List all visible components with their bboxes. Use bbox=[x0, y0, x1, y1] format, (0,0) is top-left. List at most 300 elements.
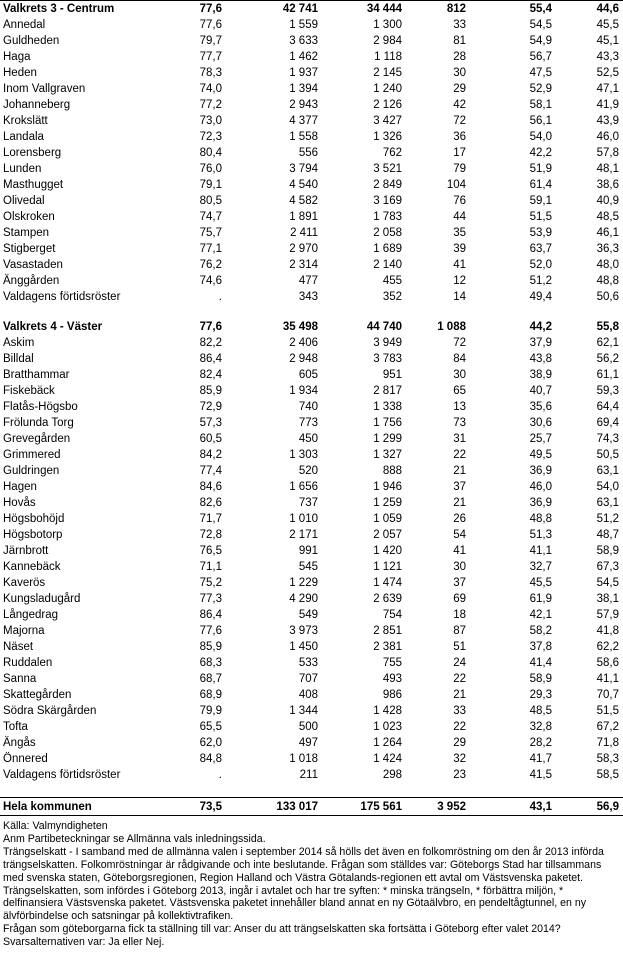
cell-turnout: . bbox=[218, 291, 222, 303]
cell-ja-pct: 56,7 bbox=[529, 51, 552, 63]
cell-ja-pct: 30,6 bbox=[529, 417, 552, 429]
cell-nej: 1 689 bbox=[373, 243, 402, 255]
cell-turnout: 77,7 bbox=[199, 51, 222, 63]
cell-name: Stigberget bbox=[3, 243, 56, 255]
cell-blank: 21 bbox=[453, 497, 466, 509]
cell-nej-pct: 41,8 bbox=[596, 625, 619, 637]
cell-nej-pct: 36,3 bbox=[596, 243, 619, 255]
cell-nej: 951 bbox=[382, 369, 402, 381]
table-row bbox=[0, 431, 623, 447]
cell-nej-pct: 62,2 bbox=[596, 641, 619, 653]
table-row bbox=[0, 273, 623, 289]
cell-blank: 69 bbox=[453, 593, 466, 605]
cell-ja: 533 bbox=[298, 657, 318, 669]
cell-nej-pct: 56,9 bbox=[556, 798, 623, 816]
cell-nej-pct: 57,8 bbox=[596, 147, 619, 159]
cell-nej-pct: 63,1 bbox=[596, 465, 619, 477]
cell-ja: 3 633 bbox=[289, 35, 318, 47]
cell-blank: 31 bbox=[453, 433, 466, 445]
table-row bbox=[0, 479, 623, 495]
spacer-row bbox=[0, 305, 623, 319]
cell-nej: 1 424 bbox=[373, 753, 402, 765]
cell-ja-pct: 51,5 bbox=[529, 211, 552, 223]
cell-turnout: 82,4 bbox=[199, 369, 222, 381]
cell-ja-pct: 41,1 bbox=[529, 545, 552, 557]
cell-ja: 1 934 bbox=[289, 385, 318, 397]
cell-ja: 1 010 bbox=[289, 513, 318, 525]
cell-nej: 1 264 bbox=[373, 737, 402, 749]
cell-nej: 2 145 bbox=[373, 67, 402, 79]
cell-nej-pct: 50,5 bbox=[596, 449, 619, 461]
cell-ja-pct: 44,2 bbox=[529, 321, 552, 333]
cell-name: Majorna bbox=[3, 625, 45, 637]
cell-name: Hovås bbox=[3, 497, 36, 509]
table-row bbox=[0, 447, 623, 463]
cell-ja: 1 558 bbox=[289, 131, 318, 143]
cell-ja: 500 bbox=[298, 721, 318, 733]
cell-blank: 37 bbox=[453, 481, 466, 493]
cell-blank: 12 bbox=[453, 275, 466, 287]
table-row bbox=[0, 193, 623, 209]
referendum-question-note: Frågan som göteborgarna fick ta ställning till var: Anser du att trängselskatten ska fortsätta i Göteborg efter valet 2014? Svarsalternativen var: Ja eller Nej. bbox=[3, 923, 561, 949]
cell-ja: 408 bbox=[298, 689, 318, 701]
cell-nej: 754 bbox=[382, 609, 402, 621]
cell-ja: 3 973 bbox=[289, 625, 318, 637]
cell-blank: 23 bbox=[453, 769, 466, 781]
cell-nej-pct: 51,2 bbox=[596, 513, 619, 525]
cell-turnout: 68,9 bbox=[199, 689, 222, 701]
cell-ja: 133 017 bbox=[226, 798, 322, 816]
cell-name: Valdagens förtidsröster bbox=[3, 769, 121, 781]
cell-turnout: 80,5 bbox=[199, 195, 222, 207]
table-row bbox=[0, 511, 623, 527]
cell-nej: 1 023 bbox=[373, 721, 402, 733]
cell-name: Järnbrott bbox=[3, 545, 49, 557]
cell-nej-pct: 54,5 bbox=[596, 577, 619, 589]
table-row bbox=[0, 241, 623, 257]
cell-turnout: 77,1 bbox=[199, 243, 222, 255]
cell-ja-pct: 61,4 bbox=[529, 179, 552, 191]
cell-nej-pct: 51,5 bbox=[596, 705, 619, 717]
results-table-body bbox=[0, 1, 623, 816]
table-row bbox=[0, 639, 623, 655]
cell-name: Skattegården bbox=[3, 689, 72, 701]
cell-turnout: 85,9 bbox=[199, 641, 222, 653]
cell-name: Johanneberg bbox=[3, 99, 71, 111]
cell-ja: 2 970 bbox=[289, 243, 318, 255]
cell-nej: 1 420 bbox=[373, 545, 402, 557]
cell-blank: 84 bbox=[453, 353, 466, 365]
table-row bbox=[0, 607, 623, 623]
cell-ja-pct: 43,8 bbox=[529, 353, 552, 365]
cell-nej-pct: 38,6 bbox=[596, 179, 619, 191]
cell-ja-pct: 54,0 bbox=[529, 131, 552, 143]
cell-turnout: 78,3 bbox=[199, 67, 222, 79]
cell-blank: 41 bbox=[453, 545, 466, 557]
cell-nej-pct: 38,1 bbox=[596, 593, 619, 605]
spacer-cell bbox=[0, 305, 623, 319]
spacer-row bbox=[0, 783, 623, 798]
cell-ja-pct: 61,9 bbox=[529, 593, 552, 605]
cell-name: Södra Skärgården bbox=[3, 705, 97, 717]
cell-name: Masthugget bbox=[3, 179, 64, 191]
cell-nej: 1 118 bbox=[374, 51, 402, 63]
cell-nej: 755 bbox=[382, 657, 402, 669]
table-row bbox=[0, 351, 623, 367]
cell-turnout: 77,4 bbox=[199, 465, 222, 477]
cell-ja-pct: 28,2 bbox=[529, 737, 552, 749]
cell-name: Olskroken bbox=[3, 211, 55, 223]
cell-ja-pct: 58,1 bbox=[529, 99, 552, 111]
cell-ja-pct: 42,2 bbox=[529, 147, 552, 159]
cell-ja: 2 943 bbox=[289, 99, 318, 111]
cell-nej: 1 338 bbox=[373, 401, 402, 413]
cell-nej-pct: 63,1 bbox=[596, 497, 619, 509]
table-row bbox=[0, 257, 623, 273]
cell-name: Flatås-Högsbo bbox=[3, 401, 78, 413]
cell-ja: 450 bbox=[298, 433, 318, 445]
cell-turnout: 74,6 bbox=[199, 275, 222, 287]
cell-ja-pct: 37,8 bbox=[529, 641, 552, 653]
cell-nej: 1 783 bbox=[373, 211, 402, 223]
cell-name: Sanna bbox=[3, 673, 37, 685]
cell-blank: 72 bbox=[453, 115, 466, 127]
cell-blank: 22 bbox=[453, 673, 466, 685]
cell-ja: 1 394 bbox=[289, 83, 318, 95]
cell-ja: 707 bbox=[298, 673, 318, 685]
cell-turnout: 86,4 bbox=[199, 353, 222, 365]
cell-name: Askim bbox=[3, 337, 35, 349]
table-row bbox=[0, 735, 623, 751]
cell-ja: 1 656 bbox=[289, 481, 318, 493]
cell-nej: 2 126 bbox=[373, 99, 402, 111]
cell-nej-pct: 57,9 bbox=[596, 609, 619, 621]
cell-nej-pct: 67,3 bbox=[596, 561, 619, 573]
cell-turnout: 62,0 bbox=[199, 737, 222, 749]
table-row bbox=[0, 81, 623, 97]
cell-ja: 773 bbox=[298, 417, 318, 429]
cell-nej: 34 444 bbox=[322, 1, 406, 18]
cell-nej: 1 428 bbox=[373, 705, 402, 717]
cell-nej: 2 058 bbox=[373, 227, 402, 239]
cell-turnout: 84,6 bbox=[199, 481, 222, 493]
cell-name: Valkrets 3 - Centrum bbox=[0, 1, 172, 18]
cell-blank: 33 bbox=[453, 705, 466, 717]
cell-nej-pct: 41,9 bbox=[596, 99, 619, 111]
cell-nej: 888 bbox=[382, 465, 402, 477]
cell-ja-pct: 49,4 bbox=[529, 291, 552, 303]
cell-ja-pct: 40,7 bbox=[529, 385, 552, 397]
cell-nej-pct: 61,1 bbox=[596, 369, 619, 381]
cell-ja-pct: 56,1 bbox=[529, 115, 552, 127]
table-row bbox=[0, 719, 623, 735]
table-row bbox=[0, 129, 623, 145]
cell-turnout: 71,1 bbox=[199, 561, 222, 573]
cell-nej-pct: 67,2 bbox=[596, 721, 619, 733]
cell-ja: 1 937 bbox=[289, 67, 318, 79]
cell-blank: 51 bbox=[453, 641, 466, 653]
cell-name: Olivedal bbox=[3, 195, 45, 207]
cell-ja: 2 948 bbox=[289, 353, 318, 365]
cell-turnout: 85,9 bbox=[199, 385, 222, 397]
cell-ja: 1 559 bbox=[289, 19, 318, 31]
table-row bbox=[0, 33, 623, 49]
cell-nej-pct: 43,3 bbox=[596, 51, 619, 63]
cell-ja: 737 bbox=[298, 497, 318, 509]
cell-ja-pct: 32,8 bbox=[529, 721, 552, 733]
cell-turnout: 84,2 bbox=[199, 449, 222, 461]
cell-blank: 54 bbox=[453, 529, 466, 541]
table-row bbox=[0, 335, 623, 351]
cell-name: Fiskebäck bbox=[3, 385, 55, 397]
cell-ja: 1 229 bbox=[289, 577, 318, 589]
cell-nej: 2 639 bbox=[373, 593, 402, 605]
cell-ja-pct: 51,3 bbox=[529, 529, 552, 541]
cell-name: Ängås bbox=[3, 737, 36, 749]
cell-ja-pct: 54,9 bbox=[529, 35, 552, 47]
cell-nej: 2 849 bbox=[373, 179, 402, 191]
cell-blank: 28 bbox=[453, 51, 466, 63]
cell-ja: 991 bbox=[298, 545, 318, 557]
cell-ja-pct: 63,7 bbox=[529, 243, 552, 255]
cell-blank: 41 bbox=[453, 259, 466, 271]
cell-blank: 72 bbox=[453, 337, 466, 349]
cell-name: Ruddalen bbox=[3, 657, 53, 669]
cell-blank: 812 bbox=[406, 1, 470, 18]
cell-nej-pct: 40,9 bbox=[596, 195, 619, 207]
cell-ja: 1 344 bbox=[289, 705, 318, 717]
cell-nej-pct: 46,0 bbox=[596, 131, 619, 143]
cell-name: Krokslätt bbox=[3, 115, 48, 127]
cell-turnout: 68,7 bbox=[199, 673, 222, 685]
cell-ja: 35 498 bbox=[282, 321, 318, 333]
cell-name: Näset bbox=[3, 641, 34, 653]
cell-blank: 35 bbox=[453, 227, 466, 239]
cell-name: Valdagens förtidsröster bbox=[3, 291, 121, 303]
cell-nej-pct: 55,8 bbox=[596, 321, 619, 333]
table-row bbox=[0, 367, 623, 383]
cell-ja-pct: 41,7 bbox=[529, 753, 552, 765]
cell-turnout: 75,7 bbox=[199, 227, 222, 239]
cell-nej: 175 561 bbox=[322, 798, 406, 816]
cell-blank: 14 bbox=[453, 291, 466, 303]
cell-ja: 497 bbox=[298, 737, 318, 749]
table-row bbox=[0, 687, 623, 703]
table-row bbox=[0, 399, 623, 415]
cell-name: Högsbotorp bbox=[3, 529, 63, 541]
cell-name: Tofta bbox=[3, 721, 28, 733]
cell-name: Lunden bbox=[3, 163, 42, 175]
cell-nej: 3 521 bbox=[373, 163, 402, 175]
congestion-tax-note: Trängselskatt - I samband med de allmänna valen i september 2014 så hölls det även en folkomröstning om den år 2013 införda trängselskatten. Folkomröstningar är rådgivande och inte beslutande. Frågan som ställdes var: Göteborgs Stad har tillsammans med svenska staten, Göteborgsregionen, Region Halland och Västra Götalands-regionen ett avtal om Västsvenska paketet. Trängselskatten, som infördes i Göteborg 2013, ingår i avtalet och har tre syften: * minska trängseln, * förbättra miljön, * delfinansiera Västsvenska paketet. Västsvenska paketet innehåller bland annat en ny Götaälvbro, en pendeltågtunnel, en ny älvförbindelse och satsningar på kollektivtrafiken. bbox=[3, 845, 604, 923]
table-row bbox=[0, 655, 623, 671]
table-row bbox=[0, 17, 623, 33]
cell-name: Grevegården bbox=[3, 433, 71, 445]
cell-name: Kaverös bbox=[3, 577, 46, 589]
cell-name: Frölunda Torg bbox=[3, 417, 74, 429]
table-row bbox=[0, 767, 623, 783]
cell-turnout: 84,8 bbox=[199, 753, 222, 765]
cell-ja: 343 bbox=[298, 291, 318, 303]
cell-name: Stampen bbox=[3, 227, 50, 239]
cell-ja-pct: 58,9 bbox=[529, 673, 552, 685]
cell-nej-pct: 45,1 bbox=[596, 35, 619, 47]
cell-ja: 211 bbox=[299, 769, 318, 781]
cell-blank: 81 bbox=[453, 35, 466, 47]
cell-ja-pct: 43,1 bbox=[470, 798, 556, 816]
cell-blank: 73 bbox=[453, 417, 466, 429]
cell-nej: 1 474 bbox=[373, 577, 402, 589]
cell-nej-pct: 48,5 bbox=[596, 211, 619, 223]
table-row bbox=[0, 383, 623, 399]
cell-name: Grimmered bbox=[3, 449, 61, 461]
cell-ja-pct: 53,9 bbox=[529, 227, 552, 239]
cell-nej-pct: 62,1 bbox=[596, 337, 619, 349]
cell-nej: 2 057 bbox=[373, 529, 402, 541]
cell-nej: 455 bbox=[382, 275, 402, 287]
cell-blank: 29 bbox=[453, 737, 466, 749]
cell-ja-pct: 58,2 bbox=[529, 625, 552, 637]
cell-nej: 2 140 bbox=[373, 259, 402, 271]
cell-name: Annedal bbox=[3, 19, 46, 31]
cell-nej-pct: 52,5 bbox=[596, 67, 619, 79]
cell-turnout: 76,2 bbox=[199, 259, 222, 271]
cell-ja-pct: 38,9 bbox=[529, 369, 552, 381]
cell-ja-pct: 42,1 bbox=[529, 609, 552, 621]
cell-name: Guldheden bbox=[3, 35, 60, 47]
cell-blank: 30 bbox=[453, 67, 466, 79]
cell-ja-pct: 51,9 bbox=[529, 163, 552, 175]
cell-turnout: 73,5 bbox=[172, 798, 226, 816]
cell-turnout: 72,9 bbox=[199, 401, 222, 413]
cell-nej: 3 169 bbox=[373, 195, 402, 207]
cell-nej-pct: 64,4 bbox=[596, 401, 619, 413]
cell-nej: 1 326 bbox=[373, 131, 402, 143]
cell-name: Valkrets 4 - Väster bbox=[3, 321, 103, 333]
cell-ja-pct: 55,4 bbox=[470, 1, 556, 18]
table-row bbox=[0, 671, 623, 687]
cell-ja-pct: 29,3 bbox=[529, 689, 552, 701]
cell-ja: 4 582 bbox=[289, 195, 318, 207]
cell-ja-pct: 47,5 bbox=[529, 67, 552, 79]
table-row bbox=[0, 289, 623, 305]
cell-ja: 4 540 bbox=[289, 179, 318, 191]
cell-nej: 1 259 bbox=[373, 497, 402, 509]
cell-nej: 762 bbox=[382, 147, 402, 159]
cell-nej-pct: 46,1 bbox=[596, 227, 619, 239]
cell-ja: 549 bbox=[298, 609, 318, 621]
cell-ja-pct: 35,6 bbox=[529, 401, 552, 413]
cell-nej: 2 817 bbox=[373, 385, 402, 397]
table-row bbox=[0, 65, 623, 81]
cell-nej-pct: 74,3 bbox=[596, 433, 619, 445]
cell-turnout: 75,2 bbox=[199, 577, 222, 589]
cell-ja-pct: 36,9 bbox=[529, 465, 552, 477]
cell-turnout: 77,2 bbox=[199, 99, 222, 111]
cell-turnout: 86,4 bbox=[199, 609, 222, 621]
table-row bbox=[0, 463, 623, 479]
table-row bbox=[0, 225, 623, 241]
remark-note: Anm Partibeteckningar se Allmänna vals inledningssida. bbox=[3, 832, 266, 845]
cell-ja-pct: 51,2 bbox=[529, 275, 552, 287]
table-row bbox=[0, 97, 623, 113]
cell-blank: 21 bbox=[453, 465, 466, 477]
cell-turnout: 60,5 bbox=[199, 433, 222, 445]
table-row bbox=[0, 543, 623, 559]
cell-ja-pct: 45,5 bbox=[529, 577, 552, 589]
total-row bbox=[0, 798, 623, 816]
cell-ja-pct: 41,4 bbox=[529, 657, 552, 669]
cell-ja-pct: 46,0 bbox=[529, 481, 552, 493]
cell-name: Högsbohöjd bbox=[3, 513, 65, 525]
table-row bbox=[0, 415, 623, 431]
cell-nej-pct: 48,0 bbox=[596, 259, 619, 271]
cell-name: Långedrag bbox=[3, 609, 58, 621]
cell-name: Änggården bbox=[3, 275, 60, 287]
cell-ja: 2 314 bbox=[289, 259, 318, 271]
cell-nej-pct: 48,7 bbox=[596, 529, 619, 541]
cell-blank: 65 bbox=[453, 385, 466, 397]
cell-ja: 520 bbox=[298, 465, 318, 477]
cell-ja: 1 462 bbox=[289, 51, 318, 63]
cell-ja-pct: 48,8 bbox=[529, 513, 552, 525]
cell-nej: 3 949 bbox=[373, 337, 402, 349]
cell-nej-pct: 48,8 bbox=[596, 275, 619, 287]
cell-blank: 29 bbox=[453, 83, 466, 95]
cell-ja-pct: 25,7 bbox=[529, 433, 552, 445]
cell-name: Inom Vallgraven bbox=[3, 83, 86, 95]
cell-ja-pct: 52,0 bbox=[529, 259, 552, 271]
source-note: Källa: Valmyndigheten bbox=[3, 820, 108, 832]
cell-nej-pct: 69,4 bbox=[596, 417, 619, 429]
cell-ja-pct: 41,5 bbox=[529, 769, 552, 781]
cell-blank: 26 bbox=[453, 513, 466, 525]
table-row bbox=[0, 177, 623, 193]
cell-nej-pct: 43,9 bbox=[596, 115, 619, 127]
cell-turnout: 79,9 bbox=[199, 705, 222, 717]
cell-ja-pct: 52,9 bbox=[529, 83, 552, 95]
table-row bbox=[0, 559, 623, 575]
cell-nej: 1 946 bbox=[373, 481, 402, 493]
cell-blank: 36 bbox=[453, 131, 466, 143]
cell-blank: 32 bbox=[453, 753, 466, 765]
cell-ja-pct: 48,5 bbox=[529, 705, 552, 717]
cell-nej: 1 121 bbox=[373, 561, 402, 573]
cell-nej: 1 059 bbox=[373, 513, 402, 525]
cell-turnout: 71,7 bbox=[199, 513, 222, 525]
table-row bbox=[0, 49, 623, 65]
table-row bbox=[0, 113, 623, 129]
cell-turnout: 73,0 bbox=[199, 115, 222, 127]
cell-nej-pct: 58,9 bbox=[596, 545, 619, 557]
cell-turnout: 79,1 bbox=[199, 179, 222, 191]
cell-blank: 37 bbox=[453, 577, 466, 589]
cell-nej: 298 bbox=[382, 769, 402, 781]
cell-nej: 1 299 bbox=[373, 433, 402, 445]
cell-blank: 79 bbox=[453, 163, 466, 175]
cell-nej: 3 427 bbox=[373, 115, 402, 127]
cell-ja: 1 450 bbox=[289, 641, 318, 653]
cell-nej-pct: 54,0 bbox=[596, 481, 619, 493]
cell-name: Heden bbox=[3, 67, 37, 79]
footnotes bbox=[3, 820, 615, 949]
cell-nej: 2 381 bbox=[373, 641, 402, 653]
cell-turnout: 80,4 bbox=[199, 147, 222, 159]
cell-ja-pct: 36,9 bbox=[529, 497, 552, 509]
cell-blank: 104 bbox=[446, 179, 466, 191]
cell-blank: 30 bbox=[453, 561, 466, 573]
district-header-row bbox=[0, 319, 623, 335]
